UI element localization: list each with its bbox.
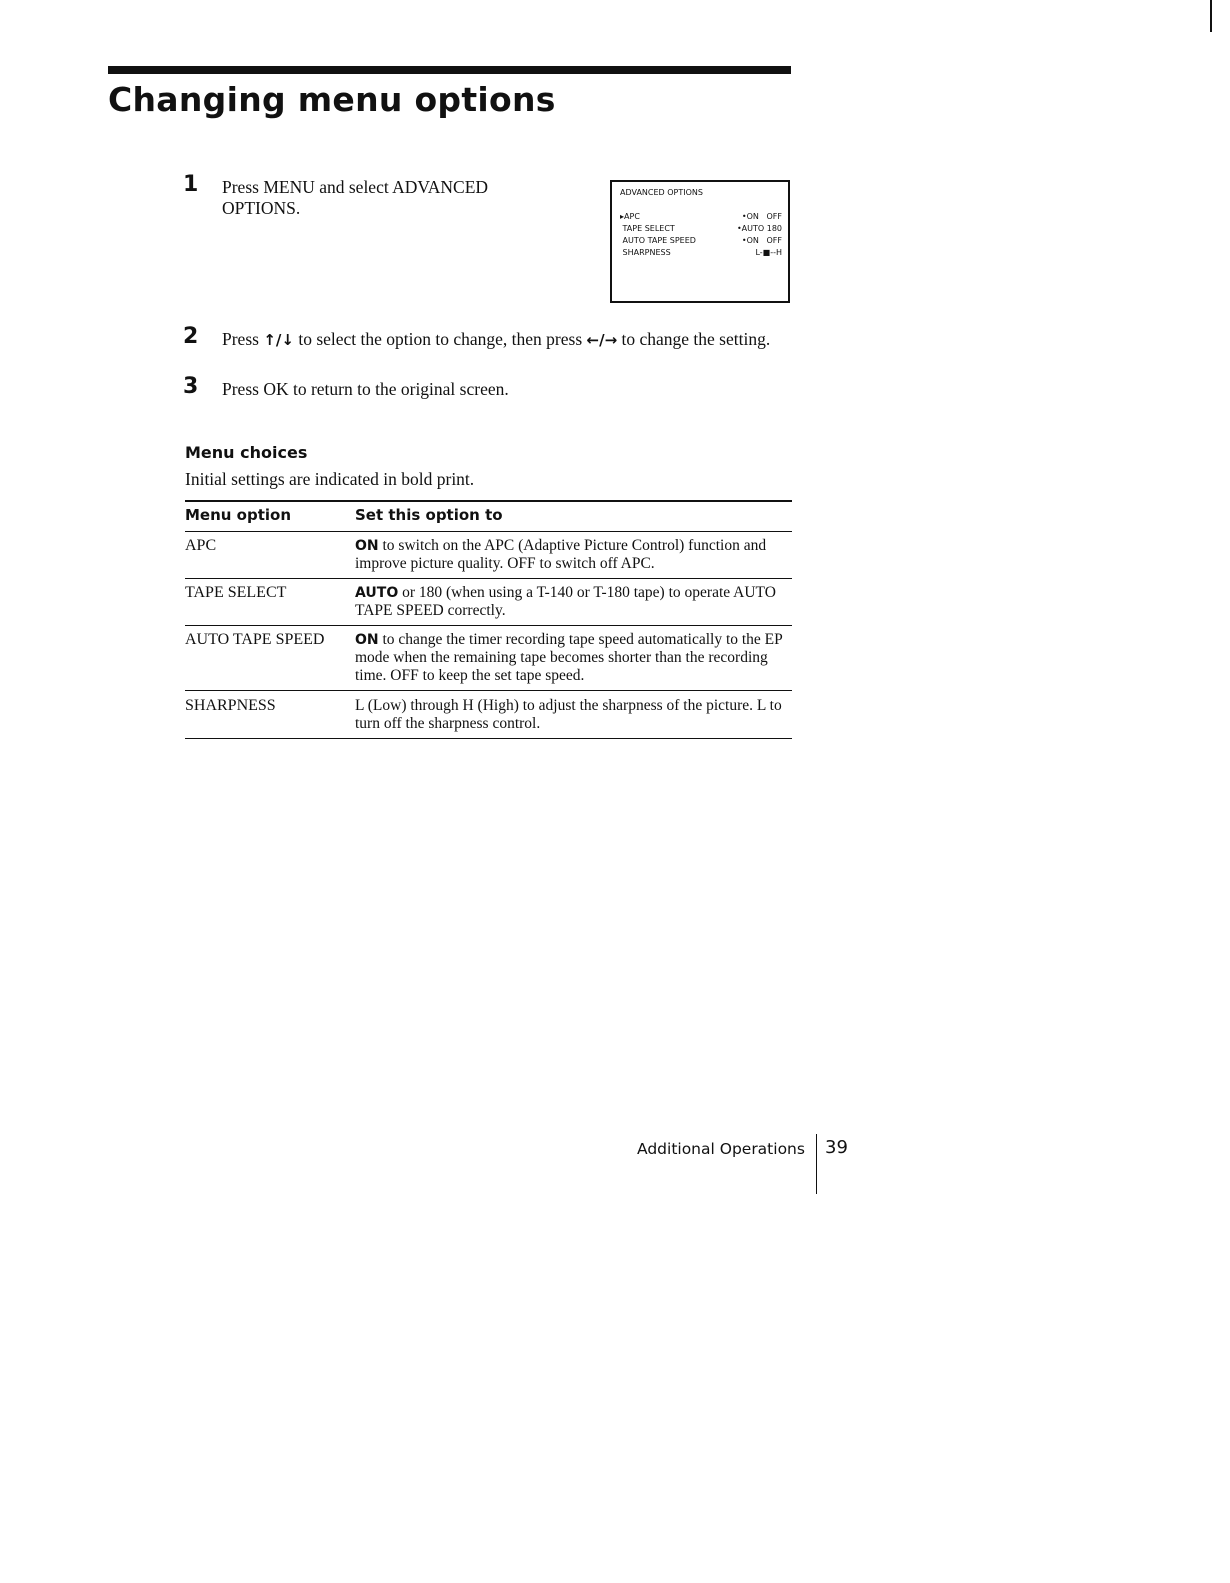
screen-title: ADVANCED OPTIONS xyxy=(620,188,703,197)
screen-row xyxy=(620,247,782,259)
step-text-part: to change the setting. xyxy=(621,329,771,349)
page-number: 39 xyxy=(825,1137,848,1158)
screen-row-value: L-■--H xyxy=(755,248,782,257)
up-down-arrow-icon: ↑/↓ xyxy=(263,331,294,349)
description-text: L (Low) through H (High) to adjust the sharpness of the picture. L to turn off the sharpness control. xyxy=(355,697,782,732)
table-divider xyxy=(185,531,792,532)
initial-setting: ON xyxy=(355,632,379,648)
screen-row-name: TAPE SELECT xyxy=(620,224,675,233)
title-rule xyxy=(108,66,791,74)
screen-row-name: SHARPNESS xyxy=(620,248,671,257)
screen-row-value: •ON OFF xyxy=(741,236,782,245)
description-text: or 180 (when using a T-140 or T-180 tape) to operate AUTO TAPE SPEED correctly. xyxy=(355,584,776,619)
table-divider xyxy=(185,625,792,626)
footer-divider xyxy=(816,1134,817,1194)
table-row-option: TAPE SELECT xyxy=(185,584,287,601)
description-text: to change the timer recording tape speed automatically to the EP mode when the remaining tape becomes shorter than the recording time. OFF to keep the set tape speed. xyxy=(355,631,783,684)
screen-row-name: AUTO TAPE SPEED xyxy=(620,236,696,245)
screen-row xyxy=(620,211,782,223)
screen-row-value: •AUTO 180 xyxy=(736,224,782,233)
intro-text: Initial settings are indicated in bold print. xyxy=(185,469,475,489)
section-heading: Menu choices xyxy=(185,443,308,462)
screen-row xyxy=(620,235,782,247)
table-row-option: SHARPNESS xyxy=(185,697,276,714)
footer-section-title: Additional Operations xyxy=(637,1140,805,1158)
left-right-arrow-icon: ←/→ xyxy=(586,331,618,349)
initial-setting: AUTO xyxy=(355,585,399,601)
step-text xyxy=(222,329,787,351)
step-text: Press MENU and select ADVANCED OPTIONS. xyxy=(222,177,489,218)
step-number: 1 xyxy=(183,172,199,197)
column-header: Menu option xyxy=(185,506,292,524)
table-bottom-rule xyxy=(185,738,792,739)
table-divider xyxy=(185,578,792,579)
table-top-rule xyxy=(185,500,792,502)
table-row-description xyxy=(355,631,792,685)
table-row-description xyxy=(355,584,792,620)
column-header: Set this option to xyxy=(355,506,503,524)
table-row-option: APC xyxy=(185,537,217,554)
initial-setting: ON xyxy=(355,538,379,554)
step-text: Press OK to return to the original screen. xyxy=(222,379,509,399)
table-row-description xyxy=(355,697,792,733)
table-divider xyxy=(185,690,792,691)
screen-row xyxy=(620,223,782,235)
edge-mark xyxy=(1210,0,1212,32)
description-text: to switch on the APC (Adaptive Picture Control) function and improve picture quality. OFF to switch off APC. xyxy=(355,537,767,572)
step-text-part: to select the option to change, then press xyxy=(298,329,583,349)
advanced-options-screen xyxy=(610,180,790,303)
step-number: 2 xyxy=(183,324,199,349)
step-text-part: Press xyxy=(222,329,259,349)
page-title: Changing menu options xyxy=(108,80,556,119)
table-row-option: AUTO TAPE SPEED xyxy=(185,631,325,648)
screen-row-name: ▸APC xyxy=(620,212,640,221)
screen-row-value: •ON OFF xyxy=(741,212,782,221)
table-row-description xyxy=(355,537,792,573)
step-number: 3 xyxy=(183,374,199,399)
